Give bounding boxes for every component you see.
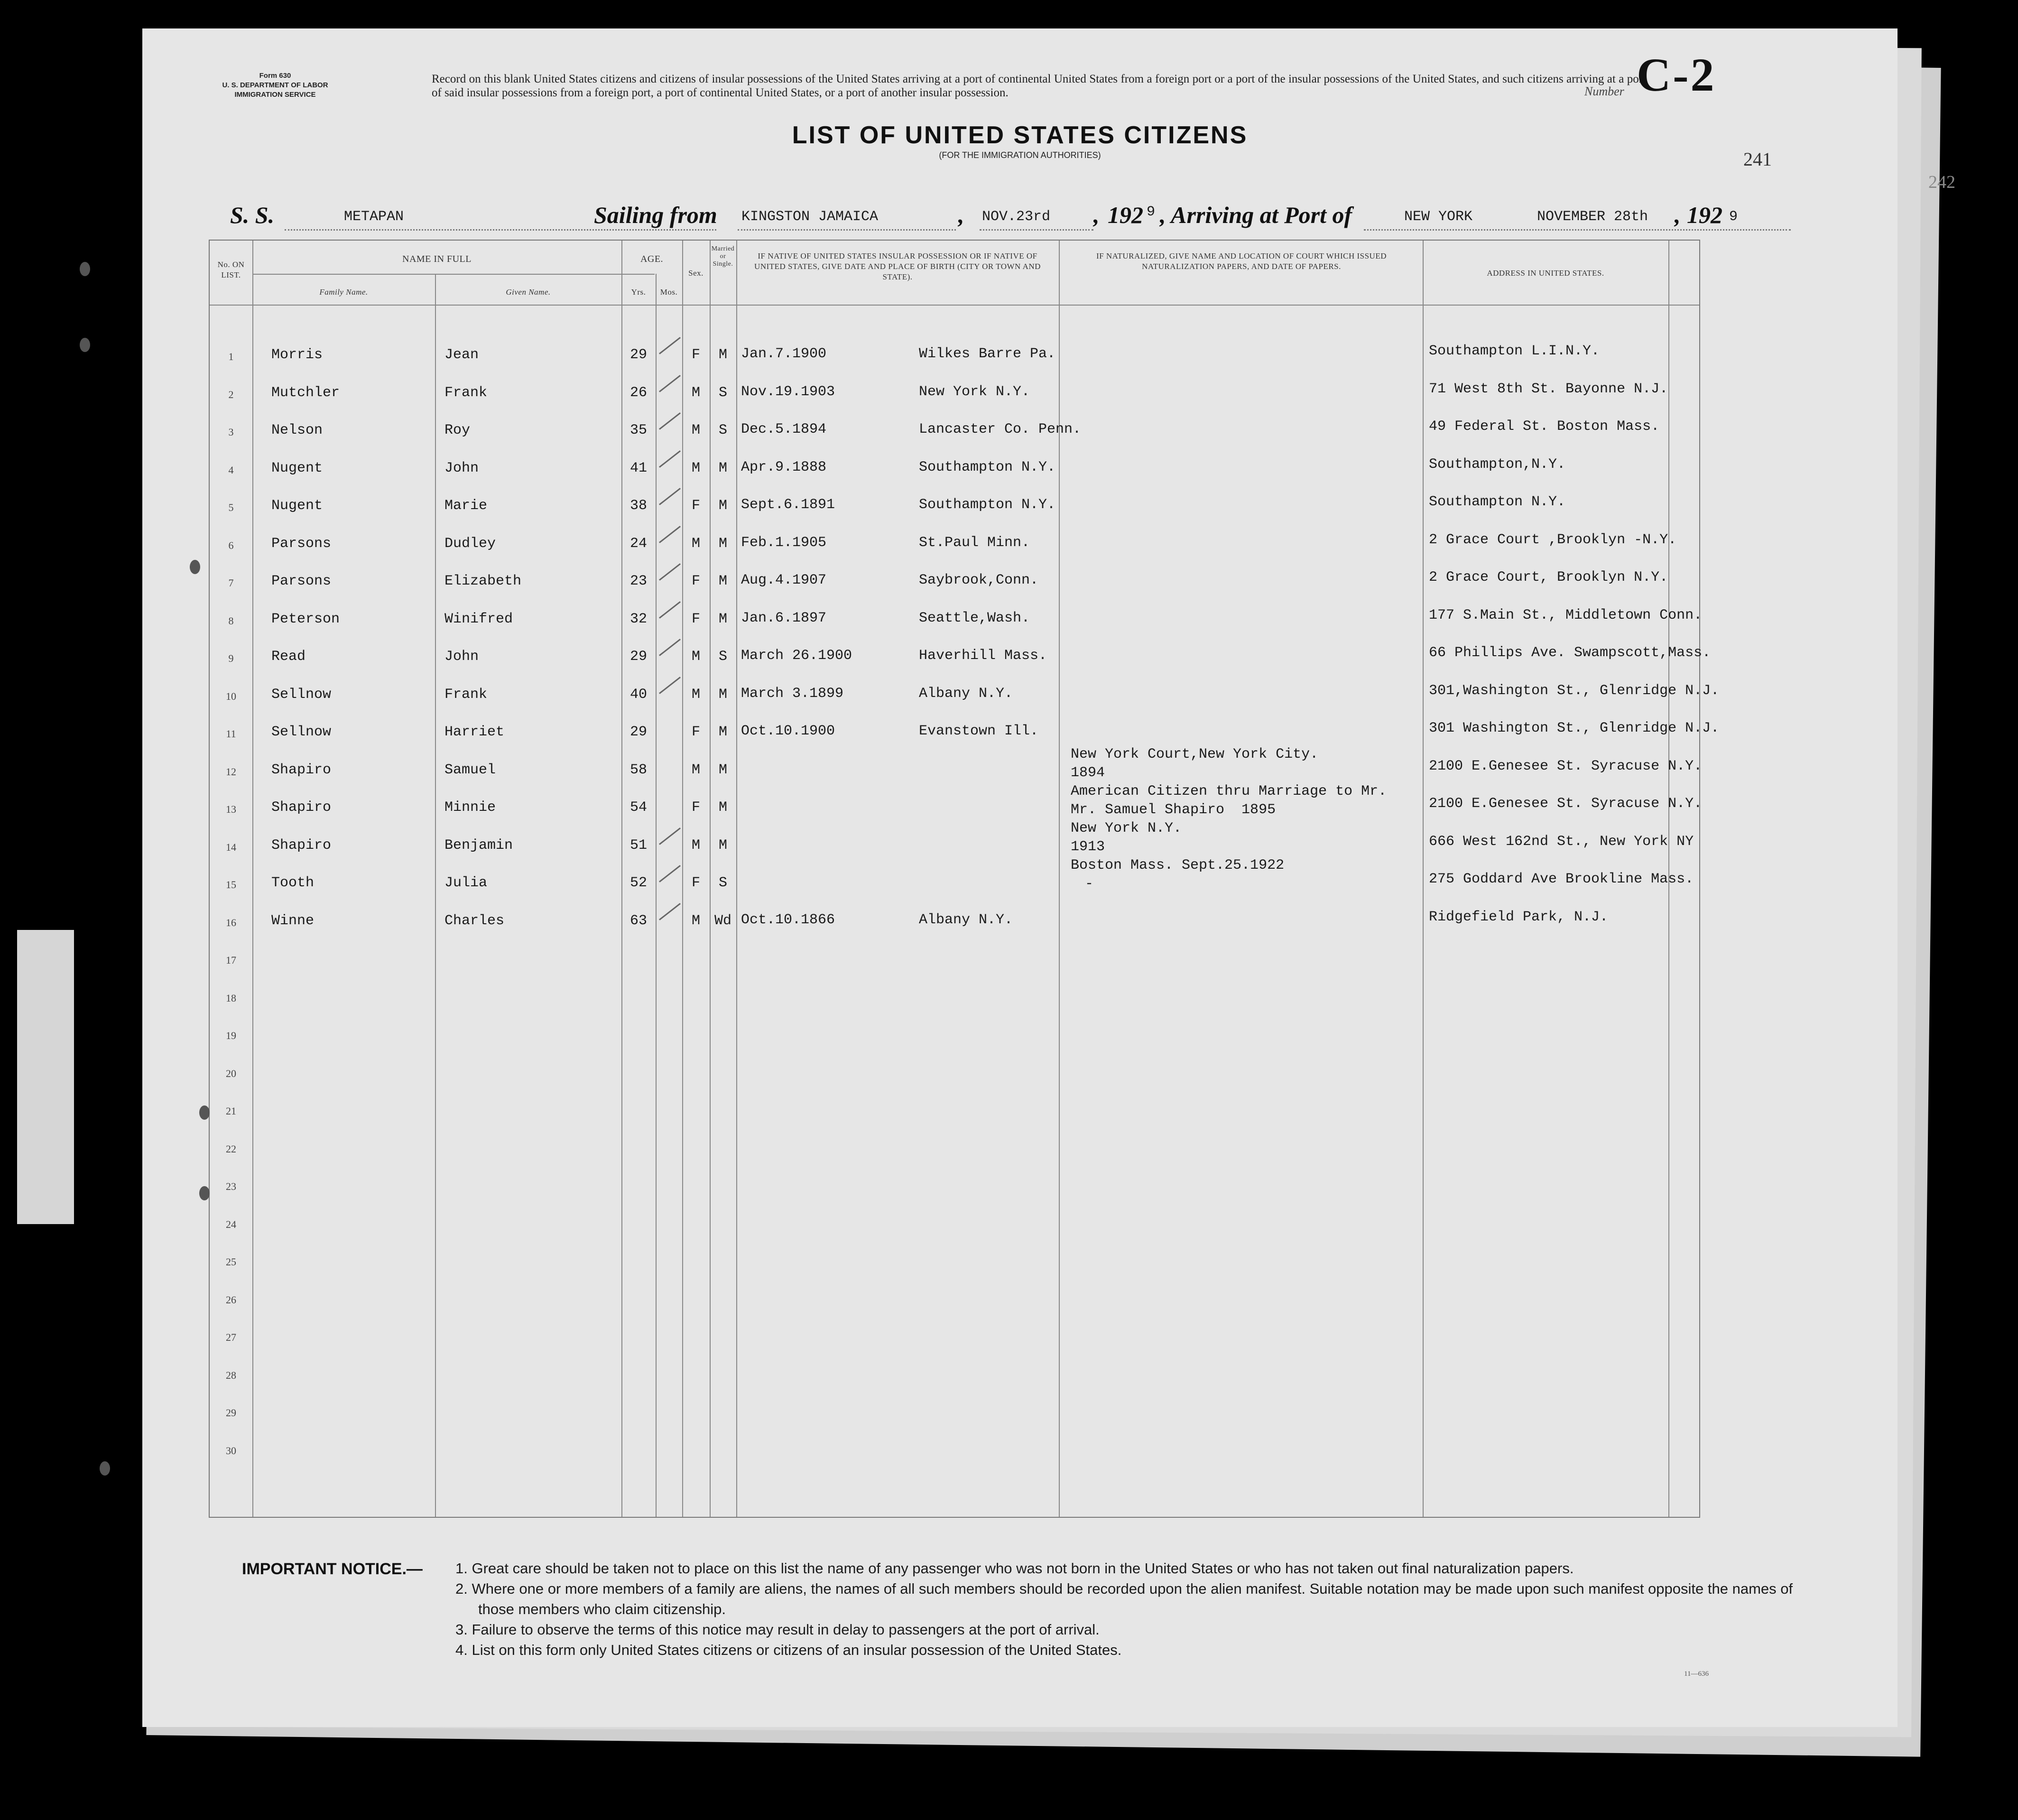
birth-date: Aug.4.1907 bbox=[741, 572, 827, 588]
sex: M bbox=[691, 912, 700, 929]
marital-status: M bbox=[718, 686, 727, 703]
sex: F bbox=[691, 611, 700, 627]
age-years: 51 bbox=[629, 837, 647, 854]
year-prefix-2: 192 bbox=[1687, 202, 1722, 228]
row-number: 29 bbox=[226, 1407, 236, 1419]
row-number: 28 bbox=[226, 1369, 236, 1381]
given-name: Julia bbox=[444, 875, 488, 891]
row-number: 30 bbox=[226, 1444, 236, 1457]
birth-place: Southampton N.Y. bbox=[919, 497, 1056, 513]
naturalization-line: American Citizen thru Marriage to Mr. bbox=[1071, 783, 1387, 799]
important-notice bbox=[455, 1558, 1807, 1660]
naturalization-line: Boston Mass. Sept.25.1922 bbox=[1071, 857, 1285, 873]
given-name: Frank bbox=[444, 384, 488, 401]
sex: M bbox=[691, 422, 700, 438]
given-name: Jean bbox=[444, 347, 479, 363]
row-number: 17 bbox=[226, 954, 236, 966]
row-number: 21 bbox=[226, 1105, 236, 1117]
family-name: Sellnow bbox=[271, 724, 332, 740]
sex: M bbox=[691, 649, 700, 665]
binder-mark bbox=[199, 1186, 210, 1200]
binder-mark bbox=[190, 560, 200, 574]
header-no: No. ON LIST. bbox=[217, 260, 245, 279]
birth-place: Evanstown Ill. bbox=[919, 723, 1039, 739]
given-name: Frank bbox=[444, 686, 488, 703]
header-family-name: Family Name. bbox=[319, 288, 368, 297]
address: 2 Grace Court, Brooklyn N.Y. bbox=[1429, 569, 1668, 585]
birth-date: Sept.6.1891 bbox=[741, 497, 835, 513]
age-years: 26 bbox=[629, 384, 647, 401]
marital-status: Wd bbox=[714, 912, 731, 929]
address: Ridgefield Park, N.J. bbox=[1429, 909, 1609, 925]
manifest-table bbox=[209, 240, 1720, 1518]
notice-item: 2. Where one or more members of a family are aliens, the names of all such members should be recorded upon the alien manifest. Suitable notation may be made upon such manifest opposite the names of those members who claim citizenship. bbox=[455, 1580, 1793, 1617]
birth-place: Albany N.Y. bbox=[919, 685, 1013, 702]
address: Southampton,N.Y. bbox=[1429, 456, 1566, 473]
address: 275 Goddard Ave Brookline Mass. bbox=[1429, 871, 1694, 887]
age-years: 29 bbox=[629, 649, 647, 665]
department: U. S. DEPARTMENT OF LABOR bbox=[222, 81, 328, 89]
sex: M bbox=[691, 761, 700, 778]
binder-mark bbox=[80, 338, 90, 352]
address: 2 Grace Court ,Brooklyn -N.Y. bbox=[1429, 531, 1677, 548]
address: 177 S.Main St., Middletown Conn. bbox=[1429, 607, 1703, 623]
given-name: Benjamin bbox=[444, 837, 513, 854]
row-number: 9 bbox=[228, 652, 234, 664]
family-name: Shapiro bbox=[271, 761, 332, 778]
depart-date: NOV.23rd bbox=[982, 209, 1051, 225]
row-number: 4 bbox=[228, 464, 234, 476]
sex: M bbox=[691, 460, 700, 476]
family-name: Tooth bbox=[271, 875, 315, 891]
marital-status: M bbox=[718, 535, 727, 552]
age-years: 23 bbox=[629, 573, 647, 589]
family-name: Morris bbox=[271, 347, 323, 363]
address: Southampton L.I.N.Y. bbox=[1429, 343, 1600, 359]
marital-status: M bbox=[718, 837, 727, 854]
page-stamp-side: 242 bbox=[1928, 172, 1955, 192]
birth-date: Oct.10.1900 bbox=[741, 723, 835, 739]
age-years: 38 bbox=[629, 498, 647, 514]
age-years: 24 bbox=[629, 535, 647, 552]
given-name: Elizabeth bbox=[444, 573, 522, 589]
sex: F bbox=[691, 875, 700, 891]
check-mark bbox=[659, 639, 681, 656]
age-years: 54 bbox=[629, 799, 647, 816]
arriving-label: , Arriving at Port of bbox=[1160, 202, 1352, 228]
birth-place: Seattle,Wash. bbox=[919, 610, 1030, 626]
address: 301,Washington St., Glenridge N.J. bbox=[1429, 682, 1720, 699]
page-title: LIST OF UNITED STATES CITIZENS bbox=[792, 121, 1248, 149]
adjacent-page-strip bbox=[17, 930, 74, 1224]
header-name-in-full: NAME IN FULL bbox=[402, 254, 472, 264]
row-number: 10 bbox=[226, 690, 236, 702]
check-mark bbox=[659, 375, 681, 392]
family-name: Parsons bbox=[271, 535, 332, 552]
birth-place: Wilkes Barre Pa. bbox=[919, 346, 1056, 362]
ss-label: S. S. bbox=[230, 202, 275, 228]
voyage-line: S. S. METAPAN Sailing from KINGSTON JAMAICA , NOV.23rd , 192 9 , Arriving at Port of NEW YORK NOVEMBER 28th , 192 9 bbox=[142, 199, 1898, 237]
sex: F bbox=[691, 799, 700, 816]
marital-status: M bbox=[718, 799, 727, 816]
header-age: AGE. bbox=[640, 254, 664, 264]
address: 71 West 8th St. Bayonne N.J. bbox=[1429, 381, 1668, 397]
marital-status: S bbox=[718, 875, 727, 891]
birth-place: Saybrook,Conn. bbox=[919, 572, 1039, 588]
marital-status: S bbox=[718, 384, 727, 401]
family-name: Shapiro bbox=[271, 799, 332, 816]
row-number: 8 bbox=[228, 614, 234, 627]
header-address: ADDRESS IN UNITED STATES. bbox=[1487, 269, 1604, 278]
sex: F bbox=[691, 498, 700, 514]
form-code: 11—636 bbox=[1684, 1670, 1709, 1678]
binder-mark bbox=[100, 1461, 110, 1476]
given-name: Charles bbox=[444, 912, 505, 929]
birth-date: March 26.1900 bbox=[741, 648, 852, 664]
birth-date: Feb.1.1905 bbox=[741, 534, 827, 551]
naturalization-line: New York Court,New York City. bbox=[1071, 746, 1319, 762]
given-name: Roy bbox=[444, 422, 471, 438]
given-name: Samuel bbox=[444, 761, 496, 778]
address: 66 Phillips Ave. Swampscott,Mass. bbox=[1429, 645, 1711, 661]
row-number: 15 bbox=[226, 879, 236, 891]
naturalization-line: 1894 bbox=[1071, 764, 1105, 781]
sex: M bbox=[691, 686, 700, 703]
age-years: 41 bbox=[629, 460, 647, 476]
year-prefix: 192 bbox=[1108, 202, 1143, 228]
sex: F bbox=[691, 347, 700, 363]
page-stamp: 241 bbox=[1743, 149, 1772, 170]
address: 49 Federal St. Boston Mass. bbox=[1429, 418, 1660, 435]
marital-status: M bbox=[718, 724, 727, 740]
row-number: 16 bbox=[226, 916, 236, 929]
row-number: 25 bbox=[226, 1256, 236, 1268]
birth-place: Southampton N.Y. bbox=[919, 459, 1056, 475]
binder-mark bbox=[199, 1105, 210, 1120]
row-number: 14 bbox=[226, 841, 236, 853]
header-married-single: Married or Single. bbox=[711, 245, 735, 268]
given-name: Marie bbox=[444, 498, 488, 514]
sailing-label: Sailing from bbox=[594, 202, 717, 228]
address: 2100 E.Genesee St. Syracuse N.Y. bbox=[1429, 796, 1703, 812]
port-from: KINGSTON JAMAICA bbox=[741, 209, 879, 225]
notice-label: IMPORTANT NOTICE.— bbox=[242, 1560, 423, 1578]
address: 666 West 162nd St., New York NY bbox=[1429, 833, 1694, 850]
birth-date: Jan.7.1900 bbox=[741, 346, 827, 362]
arrive-date: NOVEMBER 28th bbox=[1537, 209, 1648, 225]
birth-date: Apr.9.1888 bbox=[741, 459, 827, 475]
header-mos: Mos. bbox=[660, 288, 678, 297]
birth-date: Nov.19.1903 bbox=[741, 383, 835, 400]
notice-item: 4. List on this form only United States citizens or citizens of an insular possession of the United States. bbox=[455, 1642, 1122, 1658]
intro-text: Record on this blank United States citizens and citizens of insular possessions of the United States arriving at a port of continental United States from a foreign port or a port of the insular possessions of the United States, and such citizens arriving at a port of said insular possessions from a foreign port, a port of continental United States, or a port of another insular possession. bbox=[432, 73, 1646, 99]
row-number: 5 bbox=[228, 501, 234, 513]
check-mark bbox=[659, 450, 681, 468]
age-years: 32 bbox=[629, 611, 647, 627]
address: 301 Washington St., Glenridge N.J. bbox=[1429, 720, 1720, 736]
family-name: Winne bbox=[271, 912, 315, 929]
number-value: C-2 bbox=[1637, 48, 1716, 101]
sex: M bbox=[691, 384, 700, 401]
family-name: Nelson bbox=[271, 422, 323, 438]
row-number: 18 bbox=[226, 992, 236, 1004]
naturalization-line: Mr. Samuel Shapiro 1895 bbox=[1071, 801, 1276, 818]
row-number: 2 bbox=[228, 388, 234, 400]
manifest-page bbox=[142, 28, 1955, 1727]
birth-place: New York N.Y. bbox=[919, 383, 1030, 400]
marital-status: M bbox=[718, 347, 727, 363]
row-number: 24 bbox=[226, 1218, 236, 1230]
given-name: Harriet bbox=[444, 724, 505, 740]
birth-place: Haverhill Mass. bbox=[919, 648, 1047, 664]
marital-status: M bbox=[718, 498, 727, 514]
header-yrs: Yrs. bbox=[631, 288, 646, 297]
form-header bbox=[161, 71, 389, 100]
row-number: 6 bbox=[228, 539, 234, 551]
form-number: Form 630 bbox=[259, 72, 291, 80]
naturalization-line: New York N.Y. bbox=[1071, 820, 1182, 836]
check-mark bbox=[659, 827, 681, 845]
sex: F bbox=[691, 573, 700, 589]
given-name: Dudley bbox=[444, 535, 496, 552]
given-name: John bbox=[444, 649, 479, 665]
family-name: Read bbox=[271, 649, 306, 665]
given-name: Minnie bbox=[444, 799, 496, 816]
row-number: 22 bbox=[226, 1142, 236, 1155]
check-mark bbox=[659, 903, 681, 920]
header-sex: Sex. bbox=[688, 269, 704, 278]
notice-item: 3. Failure to observe the terms of this notice may result in delay to passengers at the port of arrival. bbox=[455, 1621, 1100, 1638]
age-years: 35 bbox=[629, 422, 647, 438]
notice-item: 1. Great care should be taken not to place on this list the name of any passenger who was not born in the United States or who has not taken out final naturalization papers. bbox=[455, 1560, 1574, 1577]
age-years: 40 bbox=[629, 686, 647, 703]
header-given-name: Given Name. bbox=[506, 288, 551, 297]
header-naturalized: IF NATURALIZED, GIVE NAME AND LOCATION OF COURT WHICH ISSUED NATURALIZATION PAPERS, AND DATE OF PAPERS. bbox=[1096, 251, 1387, 271]
marital-status: S bbox=[718, 649, 727, 665]
number-label: Number bbox=[1584, 84, 1624, 98]
age-years: 58 bbox=[629, 761, 647, 778]
family-name: Peterson bbox=[271, 611, 340, 627]
header-birth: IF NATIVE OF UNITED STATES INSULAR POSSESSION OR IF NATIVE OF UNITED STATES, GIVE DATE AND PLACE OF BIRTH (CITY OR TOWN AND STATE). bbox=[754, 251, 1041, 281]
birth-place: St.Paul Minn. bbox=[919, 534, 1030, 551]
check-mark bbox=[659, 412, 681, 430]
row-number: 26 bbox=[226, 1293, 236, 1306]
address: 2100 E.Genesee St. Syracuse N.Y. bbox=[1429, 758, 1703, 774]
row-number: 7 bbox=[228, 577, 234, 589]
row-number: 12 bbox=[226, 765, 236, 778]
birth-place: Lancaster Co. Penn. bbox=[919, 421, 1082, 437]
ship-name: METAPAN bbox=[344, 209, 404, 225]
row-number: 23 bbox=[226, 1180, 236, 1192]
binder-mark bbox=[80, 262, 90, 276]
marital-status: S bbox=[718, 422, 727, 438]
birth-date: Jan.6.1897 bbox=[741, 610, 827, 626]
age-years: 52 bbox=[629, 875, 647, 891]
check-mark bbox=[659, 563, 681, 581]
marital-status: M bbox=[718, 573, 727, 589]
row-number: 13 bbox=[226, 803, 236, 815]
marital-status: M bbox=[718, 460, 727, 476]
family-name: Nugent bbox=[271, 460, 323, 476]
row-number: 27 bbox=[226, 1331, 236, 1343]
row-number: 11 bbox=[226, 728, 236, 740]
check-mark bbox=[659, 488, 681, 505]
sex: M bbox=[691, 535, 700, 552]
row-number: 3 bbox=[228, 426, 234, 438]
check-mark bbox=[659, 526, 681, 543]
sex: F bbox=[691, 724, 700, 740]
naturalization-line: 1913 bbox=[1071, 838, 1105, 855]
family-name: Mutchler bbox=[271, 384, 340, 401]
page-subtitle: (FOR THE IMMIGRATION AUTHORITIES) bbox=[939, 150, 1101, 160]
service: IMMIGRATION SERVICE bbox=[234, 91, 316, 99]
port-to: NEW YORK bbox=[1404, 209, 1473, 225]
check-mark bbox=[659, 677, 681, 694]
address: Southampton N.Y. bbox=[1429, 494, 1566, 510]
given-name: Winifred bbox=[444, 611, 513, 627]
family-name: Nugent bbox=[271, 498, 323, 514]
arrive-year: 9 bbox=[1729, 209, 1738, 225]
check-mark bbox=[659, 337, 681, 354]
row-number: 19 bbox=[226, 1030, 236, 1041]
birth-date: Oct.10.1866 bbox=[741, 911, 835, 928]
marital-status: M bbox=[718, 611, 727, 627]
marital-status: M bbox=[718, 761, 727, 778]
given-name: John bbox=[444, 460, 479, 476]
family-name: Sellnow bbox=[271, 686, 332, 703]
birth-date: Dec.5.1894 bbox=[741, 421, 827, 437]
check-mark bbox=[659, 865, 681, 882]
family-name: Parsons bbox=[271, 573, 332, 589]
age-years: 29 bbox=[629, 724, 647, 740]
birth-date: March 3.1899 bbox=[741, 685, 844, 702]
sex: M bbox=[691, 837, 700, 854]
birth-place: Albany N.Y. bbox=[919, 911, 1013, 928]
age-years: 29 bbox=[629, 347, 647, 363]
depart-year: 9 bbox=[1147, 204, 1156, 220]
row-number: 1 bbox=[228, 351, 234, 362]
age-years: 63 bbox=[629, 912, 647, 929]
family-name: Shapiro bbox=[271, 837, 332, 854]
check-mark bbox=[659, 601, 681, 619]
naturalization-line: - bbox=[1085, 875, 1094, 892]
row-number: 20 bbox=[226, 1067, 236, 1079]
